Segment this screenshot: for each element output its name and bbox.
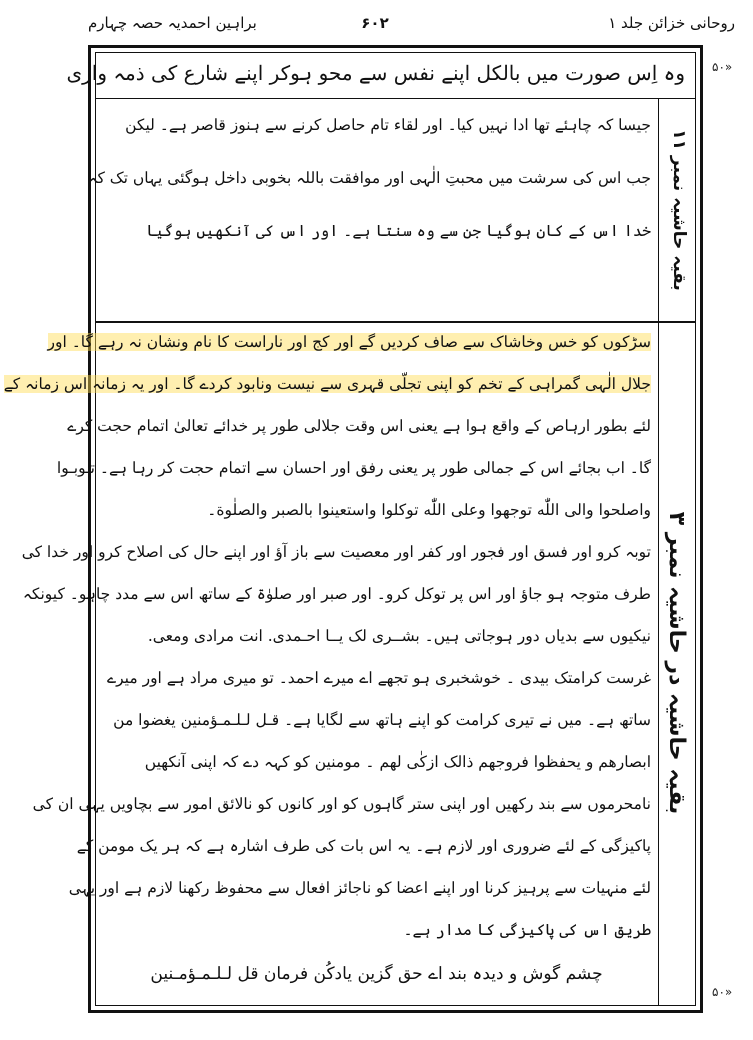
book-title: روحانی خزائن جلد ۱ xyxy=(608,14,735,32)
text-line: جب اس کی سرشت میں محبتِ الٰہی اور موافقت باللہ بخوبی داخل ہوگئی یہاں تک کہ xyxy=(88,169,651,187)
footnote-label: بقیہ حاشیہ در حاشیہ نمبر ۳ xyxy=(664,511,689,815)
page-frame xyxy=(3,45,703,1013)
page-content xyxy=(3,52,696,1006)
footnote-text xyxy=(88,99,651,321)
text-line: نامحرموں سے بند رکھیں اور اپنی ستر گاہوں کو اور کانوں کو نالائق امور سے بچاویں یہی ان کی xyxy=(32,795,651,813)
page-number: ۶۰۲ xyxy=(361,14,389,32)
text-line: نیکیوں سے بدیاں دور ہوجاتی ہیں۔ بشــری لک یــا احـمدی. انت مرادی ومعی. xyxy=(147,627,651,645)
text-line: خدا اس کے کان ہوگیا جن سے وہ سنتا ہے۔ اور اس کی آنکھیں ہوگیا xyxy=(146,222,651,240)
footnote-side-column xyxy=(658,321,695,1005)
highlighted-text: سڑکوں کو خس وخاشاک سے صاف کردیں گے اور کج اور ناراست کا نام ونشان نہ رہے گا۔ اور xyxy=(47,333,651,351)
text-line: جیسا کہ چاہئے تھا ادا نہیں کیا۔ اور لقاء تام حاصل کرنے سے ہنوز قاصر ہے۔ لیکن xyxy=(125,116,651,134)
text-line xyxy=(47,321,651,363)
text-line: طریق اس کی پاکیزگی کا مدار ہے۔ xyxy=(403,921,651,939)
page-header xyxy=(0,10,753,40)
text-line: پاکیزگی کے لئے ضروری اور لازم ہے۔ یہ اس بات کی طرف اشارہ ہے کہ ہر یک مومن کے xyxy=(76,837,651,855)
footnote-box-11 xyxy=(88,99,695,323)
footnote-label: بقیہ حاشیہ نمبر ۱۱ xyxy=(669,129,689,291)
footnote-box-3 xyxy=(3,321,695,1005)
text-line: واصلحوا والی اللّٰه توجهوا وعلی اللّٰه توکلوا واستعینوا بالصبر والصلٰوة۔ xyxy=(207,501,651,519)
margin-marker-top: ۵۰» xyxy=(712,60,733,74)
text-line: طرف متوجہ ہو جاؤ اور اس پر توکل کرو۔ اور صبر اور صلوٰۃ کے ساتھ اس سے مدد چاہو۔ کیونکہ xyxy=(22,585,651,603)
main-text-line: وہ اِس صورت میں بالکل اپنے نفس سے محو ہوکر اپنے شارع کی ذمہ واری xyxy=(96,53,695,99)
text-line xyxy=(3,363,651,405)
text-line: توبہ کرو اور فسق اور فجور اور کفر اور معصیت سے باز آؤ اور اپنے حال کی اصلاح کرو اور خدا کی xyxy=(21,543,651,561)
section-title: براہین احمدیہ حصہ چہارم xyxy=(88,14,257,32)
text-line: ابصارهم و یحفظوا فروجهم ذالک ازکٰی لهم ۔ مومنین کو کہہ دے کہ اپنی آنکھیں xyxy=(144,753,651,771)
highlighted-text: جلال الٰہی گمراہی کے تخم کو اپنی تجلّی قہری سے نیست ونابود کردے گا۔ اور یہ زمانہ اس زمانہ کے xyxy=(3,375,651,393)
text-line: لئے بطور ارہاص کے واقع ہوا ہے یعنی اس وقت جلالی طور پر خدائے تعالیٰ اتمام حجت کرے xyxy=(67,417,651,435)
footnote-text xyxy=(3,321,651,1005)
text-line: لئے منہیات سے پرہیز کرنا اور اپنے اعضا کو ناجائز افعال سے محفوظ رکھنا لازم ہے اور یہی xyxy=(68,879,651,897)
text-line: ساتھ ہے۔ میں نے تیری کرامت کو اپنے ہاتھ سے لگایا ہے۔ قـل لـلـمـؤمنین یغضوا من xyxy=(113,711,651,729)
margin-marker-bottom: ۵۰» xyxy=(712,985,733,999)
persian-verse: چشم گوش و دیدہ بند اے حق گزین یادکُن فرمان قل لـلـمـؤمـنین xyxy=(150,964,603,984)
footnote-side-column xyxy=(658,99,695,321)
text-line: گا۔ اب بجائے اس کے جمالی طور پر یعنی رفق اور احسان سے اتمام حجت کر رہا ہے۔ تـوبـوا xyxy=(56,459,651,477)
text-line: غرست کرامتک بیدی ۔ خوشخبری ہو تجھے اے میرے احمد۔ تو میری مراد ہے اور میرے xyxy=(107,669,651,687)
